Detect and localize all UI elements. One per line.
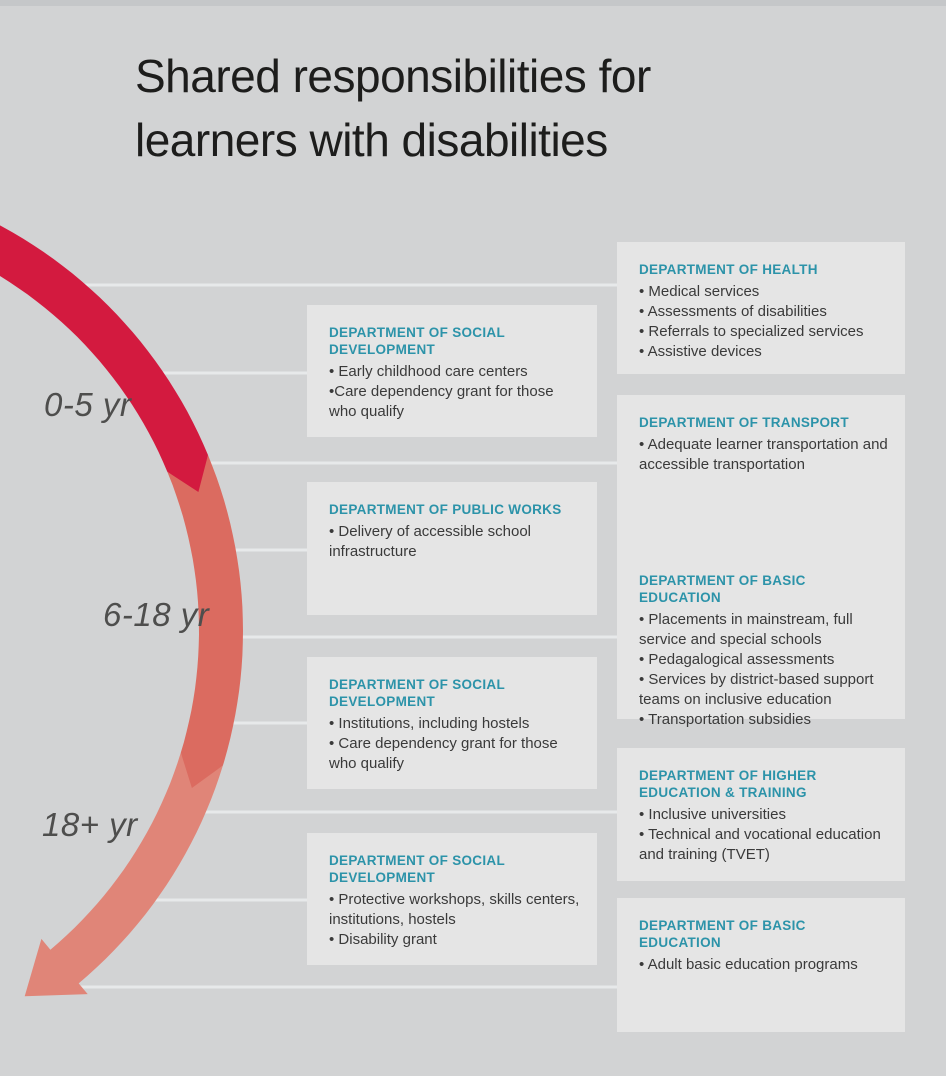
department-heading-line: DEPARTMENT OF HEALTH [639,262,818,277]
service-item: • Services by district-based support teams on inclusive education [639,671,874,708]
department-heading-line: DEPARTMENT OF SOCIAL [329,325,505,340]
department-heading-line: DEVELOPMENT [329,870,436,885]
service-item: • Disability grant [329,931,437,948]
box-public-works [307,482,597,615]
box-social-development-6-18 [307,657,597,789]
page-title-line-1: Shared responsibilities for [135,50,651,102]
box-basic-education-adult [617,898,905,1032]
department-heading [639,767,889,801]
service-item: • Pedagalogical assessments [639,651,835,668]
service-item: • Referrals to specialized services [639,323,864,340]
service-item: • Medical services [639,283,760,300]
service-item: • Adult basic education programs [639,956,858,973]
department-heading-line: DEPARTMENT OF SOCIAL [329,853,505,868]
department-heading [639,414,889,431]
department-heading-line: DEPARTMENT OF BASIC [639,918,806,933]
service-item: • Delivery of accessible school infrastructure [329,523,532,560]
department-heading-line: DEPARTMENT OF BASIC EDUCATION [639,573,806,605]
box-social-development-0-5 [307,305,597,437]
department-heading [329,324,581,358]
service-item: • Protective workshops, skills centers, institutions, hostels [329,891,580,928]
department-heading [329,501,581,518]
department-heading-line: EDUCATION [639,935,721,950]
age-label-18plus: 18+ yr [42,806,138,843]
service-item: • Assistive devices [639,343,762,360]
service-item: • Placements in mainstream, full service and special schools [639,611,853,648]
department-heading [639,261,889,278]
department-heading [329,852,581,886]
department-heading [329,676,581,710]
department-heading-line: DEPARTMENT OF PUBLIC WORKS [329,502,562,517]
department-heading-line: DEPARTMENT OF HIGHER [639,768,817,783]
box-basic-education [617,553,905,728]
service-item: • Transportation subsidies [639,711,812,728]
service-item: • Assessments of disabilities [639,303,827,320]
box-social-development-18plus [307,833,597,965]
department-heading [639,572,889,606]
service-item: • Adequate learner transportation and accessible transportation [639,436,888,473]
department-heading-line: DEVELOPMENT [329,342,436,357]
service-item: • Early childhood care centers [329,363,528,380]
department-heading-line: DEPARTMENT OF TRANSPORT [639,415,849,430]
box-transport [617,395,905,560]
age-label-6-18: 6-18 yr [103,596,210,633]
arc-segment-0-5 [0,216,208,492]
service-item: • Care dependency grant for those who qualify [329,735,558,772]
box-health [617,242,905,374]
service-item: • Inclusive universities [639,806,786,823]
department-heading-line: DEPARTMENT OF SOCIAL [329,677,505,692]
box-higher-education-training [617,748,905,881]
page-title-line-2: learners with disabilities [135,114,608,166]
department-heading-line: DEVELOPMENT [329,694,436,709]
department-heading-line: EDUCATION & TRAINING [639,785,807,800]
arc-segment-18plus [25,753,223,997]
department-heading [639,917,889,951]
age-label-0-5: 0-5 yr [44,386,132,423]
service-item: • Technical and vocational education and training (TVET) [639,826,881,863]
service-item: • Institutions, including hostels [329,715,530,732]
service-item: •Care dependency grant for those who qualify [329,383,554,420]
